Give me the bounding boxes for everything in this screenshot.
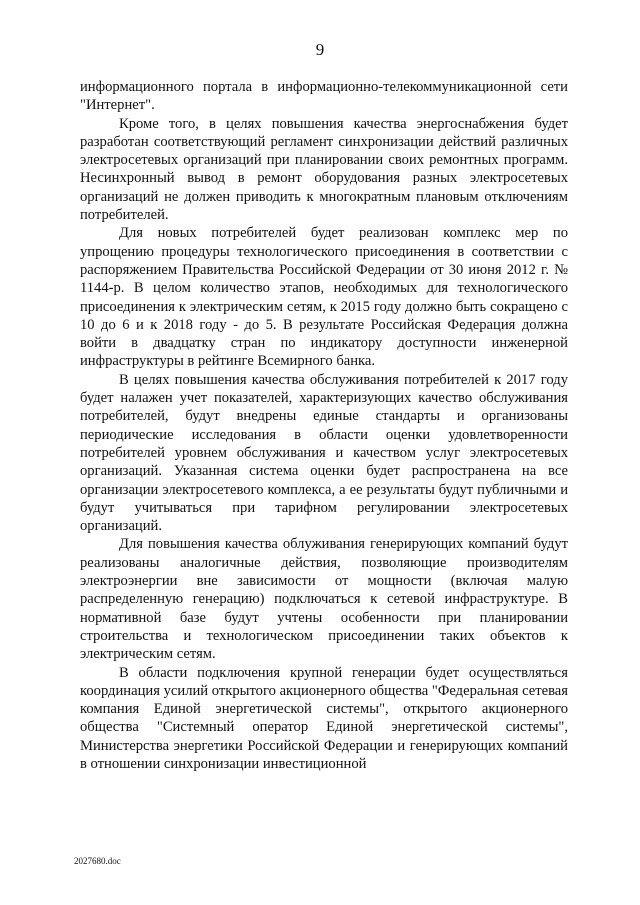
paragraph-3: Для новых потребителей будет реализован комплекс мер по упрощению процедуры технологического присоединения в соответствии с распоряжением Правительства Российской Федерации от 30 июня 2012 г. № 1144-р. В целом количество этапов, необходимых для технологического присоединения к электрическим сетям, к 2015 году должно быть сокращено с 10 до 6 и к 2018 году - до 5. В результате Российская Федерация должна войти в двадцатку стран по индикатору доступности инженерной инфраструктуры в рейтинге Всемирного банка.	[80, 225, 568, 370]
paragraph-2: Кроме того, в целях повышения качества энергоснабжения будет разработан соответствующий регламент синхронизации действий различных электросетевых организаций при планировании своих ремонтных программ. Несинхронный вывод в ремонт оборудования разных электросетевых организаций не должен приводить к многократным плановым отключениям потребителей.	[80, 115, 568, 224]
document-filename: 2027680.doc	[74, 856, 121, 866]
paragraph-5: Для повышения качества облуживания генерирующих компаний будут реализованы аналогичные действия, позволяющие производителям электроэнергии вне зависимости от мощности (включая малую распределенную генерацию) подключаться к сетевой инфраструктуре. В нормативной базе будут учтены особенности при планировании строительства и технологическом присоединении таких объектов к электрическим сетям.	[80, 536, 568, 663]
paragraph-1: информационного портала в информационно-телекоммуникационной сети "Интернет".	[80, 79, 568, 114]
document-body	[80, 78, 568, 773]
paragraph-6: В области подключения крупной генерации будет осуществляться координация усилий открытого акционерного общества "Федеральная сетевая компания Единой энергетической системы", открытого акционерного общества "Системный оператор Единой энергетической системы", Министерства энергетики Российской Федерации и генерирующих компаний в отношении синхронизации инвестиционной	[80, 664, 568, 772]
paragraph-4: В целях повышения качества обслуживания потребителей к 2017 году будет налажен учет показателей, характеризующих качество обслуживания потребителей, будут внедрены единые стандарты и организованы периодические исследования в области оценки удовлетворенности потребителей уровнем обслуживания и качеством услуг электросетевых организаций. Указанная система оценки будет распространена на все организации электросетевого комплекса, а ее результаты будут публичными и будут учитываться при тарифном регулировании электросетевых организаций.	[80, 371, 568, 535]
page-number: 9	[315, 40, 325, 59]
